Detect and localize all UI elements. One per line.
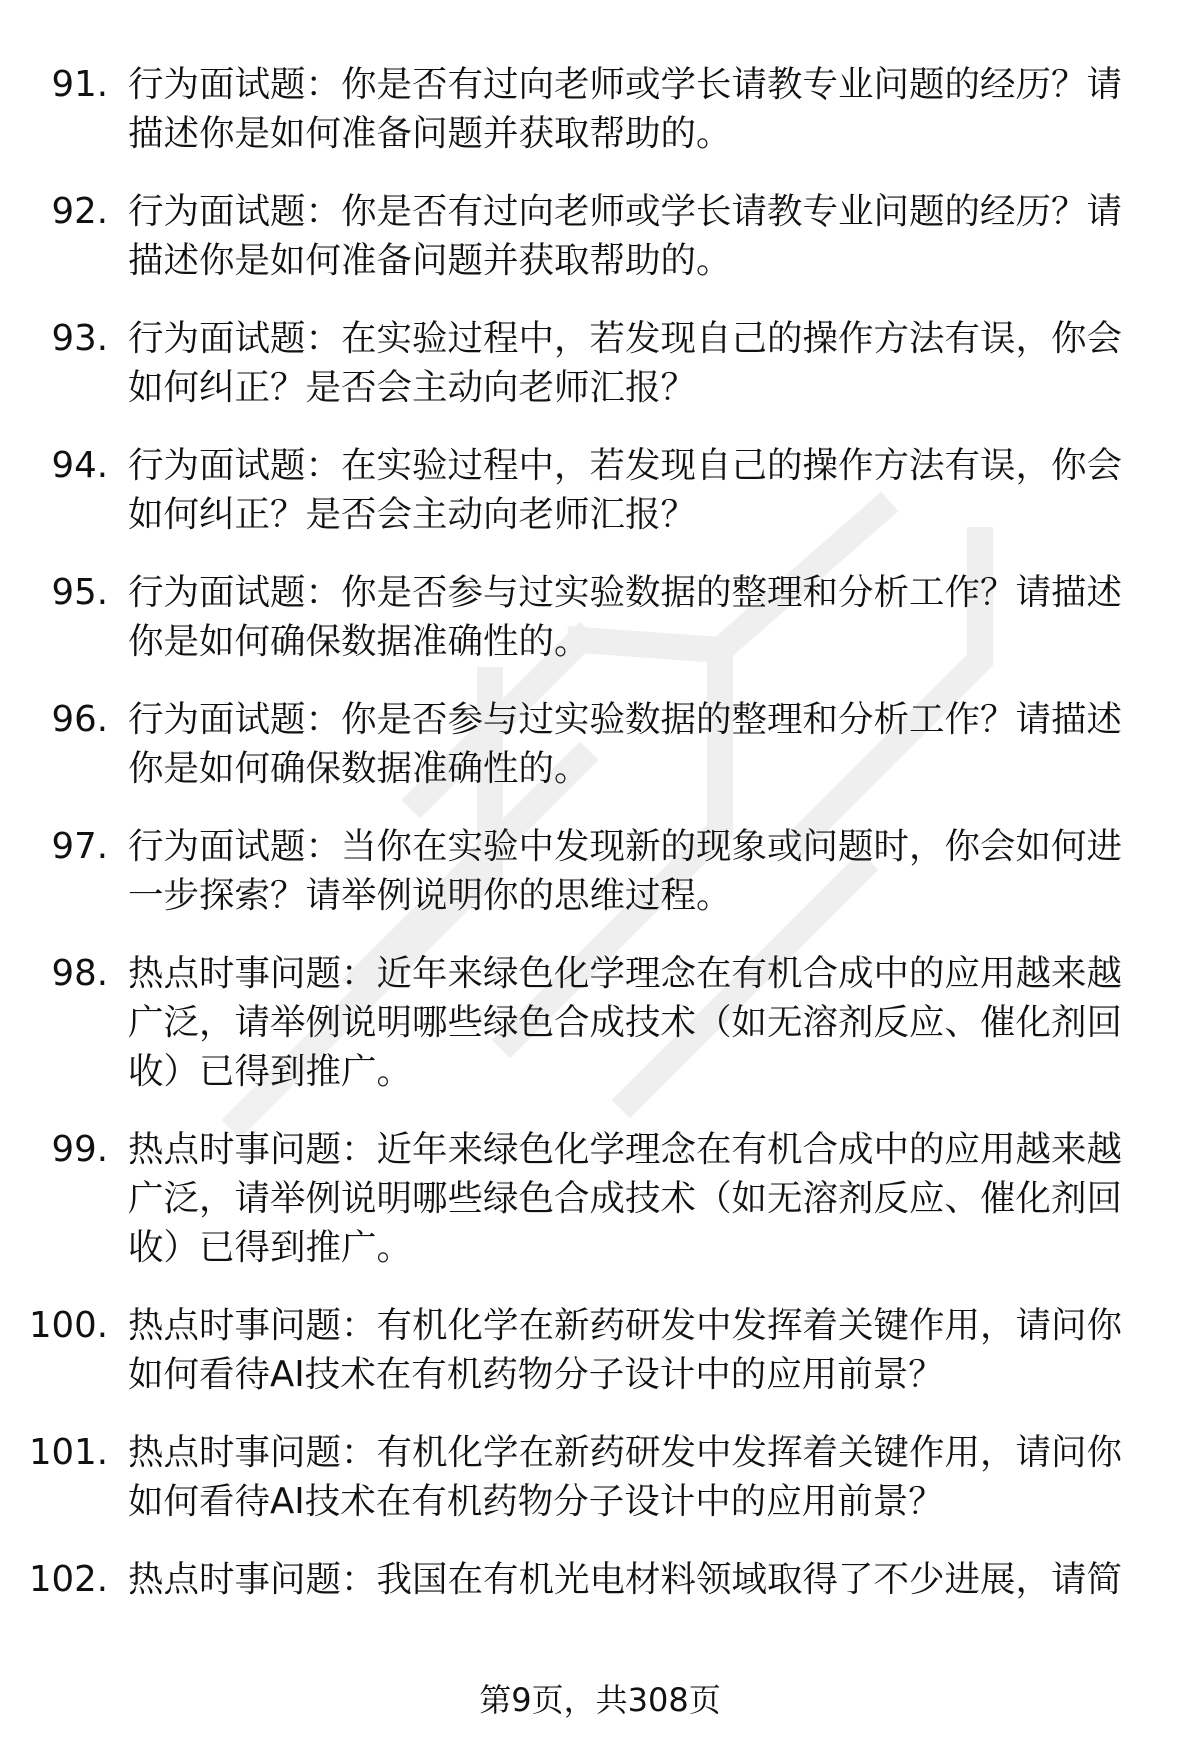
item-text-line: 热点时事问题：有机化学在新药研发中发挥着关键作用，请问你 (128, 1305, 1123, 1346)
item-text-line: 行为面试题：你是否有过向老师或学长请教专业问题的经历？请 (128, 64, 1123, 105)
item-number: 100. (28, 1305, 108, 1346)
list-item (0, 1428, 1200, 1526)
item-text-line: 广泛，请举例说明哪些绿色合成技术（如无溶剂反应、催化剂回 (128, 1178, 1123, 1219)
list-item (0, 695, 1200, 793)
item-number: 97. (51, 826, 108, 867)
item-text-line: 描述你是如何准备问题并获取帮助的。 (128, 113, 732, 154)
item-text-line: 热点时事问题：近年来绿色化学理念在有机合成中的应用越来越 (128, 1129, 1123, 1170)
list-item (0, 1301, 1200, 1399)
item-text-line: 热点时事问题：我国在有机光电材料领域取得了不少进展，请简 (128, 1559, 1123, 1600)
list-item (0, 187, 1200, 285)
list-item (0, 441, 1200, 539)
question-list (0, 60, 1200, 1633)
item-number: 92. (51, 191, 108, 232)
list-item (0, 314, 1200, 412)
item-text-line: 描述你是如何准备问题并获取帮助的。 (128, 240, 732, 281)
list-item (0, 822, 1200, 920)
list-item (0, 568, 1200, 666)
item-text-line: 如何纠正？是否会主动向老师汇报？ (128, 367, 697, 408)
list-item (0, 949, 1200, 1096)
item-text-line: 热点时事问题：有机化学在新药研发中发挥着关键作用，请问你 (128, 1432, 1123, 1473)
item-number: 91. (51, 64, 108, 105)
item-text-line: 行为面试题：当你在实验中发现新的现象或问题时，你会如何进 (128, 826, 1123, 867)
item-text-line: 行为面试题：你是否参与过实验数据的整理和分析工作？请描述 (128, 572, 1123, 613)
item-text-line: 行为面试题：你是否有过向老师或学长请教专业问题的经历？请 (128, 191, 1123, 232)
item-text-line: 收）已得到推广。 (128, 1227, 413, 1268)
item-number: 102. (28, 1559, 108, 1600)
item-text-line: 你是如何确保数据准确性的。 (128, 748, 590, 789)
list-item (0, 1555, 1200, 1604)
item-number: 96. (51, 699, 108, 740)
item-text-line: 广泛，请举例说明哪些绿色合成技术（如无溶剂反应、催化剂回 (128, 1002, 1123, 1043)
list-item (0, 60, 1200, 158)
item-text-line: 行为面试题：你是否参与过实验数据的整理和分析工作？请描述 (128, 699, 1123, 740)
item-text-line: 热点时事问题：近年来绿色化学理念在有机合成中的应用越来越 (128, 953, 1123, 994)
list-item (0, 1125, 1200, 1272)
item-text-line: 行为面试题：在实验过程中，若发现自己的操作方法有误，你会 (128, 318, 1123, 359)
item-text-line: 你是如何确保数据准确性的。 (128, 621, 590, 662)
item-number: 95. (51, 572, 108, 613)
item-text-line: 收）已得到推广。 (128, 1051, 413, 1092)
item-text-line: 行为面试题：在实验过程中，若发现自己的操作方法有误，你会 (128, 445, 1123, 486)
item-text-line: 如何看待AI技术在有机药物分子设计中的应用前景？ (128, 1481, 944, 1522)
item-number: 93. (51, 318, 108, 359)
item-number: 98. (51, 953, 108, 994)
item-text-line: 如何纠正？是否会主动向老师汇报？ (128, 494, 697, 535)
page-number-footer: 第9页，共308页 (479, 1681, 721, 1719)
item-number: 101. (28, 1432, 108, 1473)
item-text-line: 如何看待AI技术在有机药物分子设计中的应用前景？ (128, 1354, 944, 1395)
item-number: 94. (51, 445, 108, 486)
item-number: 99. (51, 1129, 108, 1170)
item-text-line: 一步探索？请举例说明你的思维过程。 (128, 875, 732, 916)
